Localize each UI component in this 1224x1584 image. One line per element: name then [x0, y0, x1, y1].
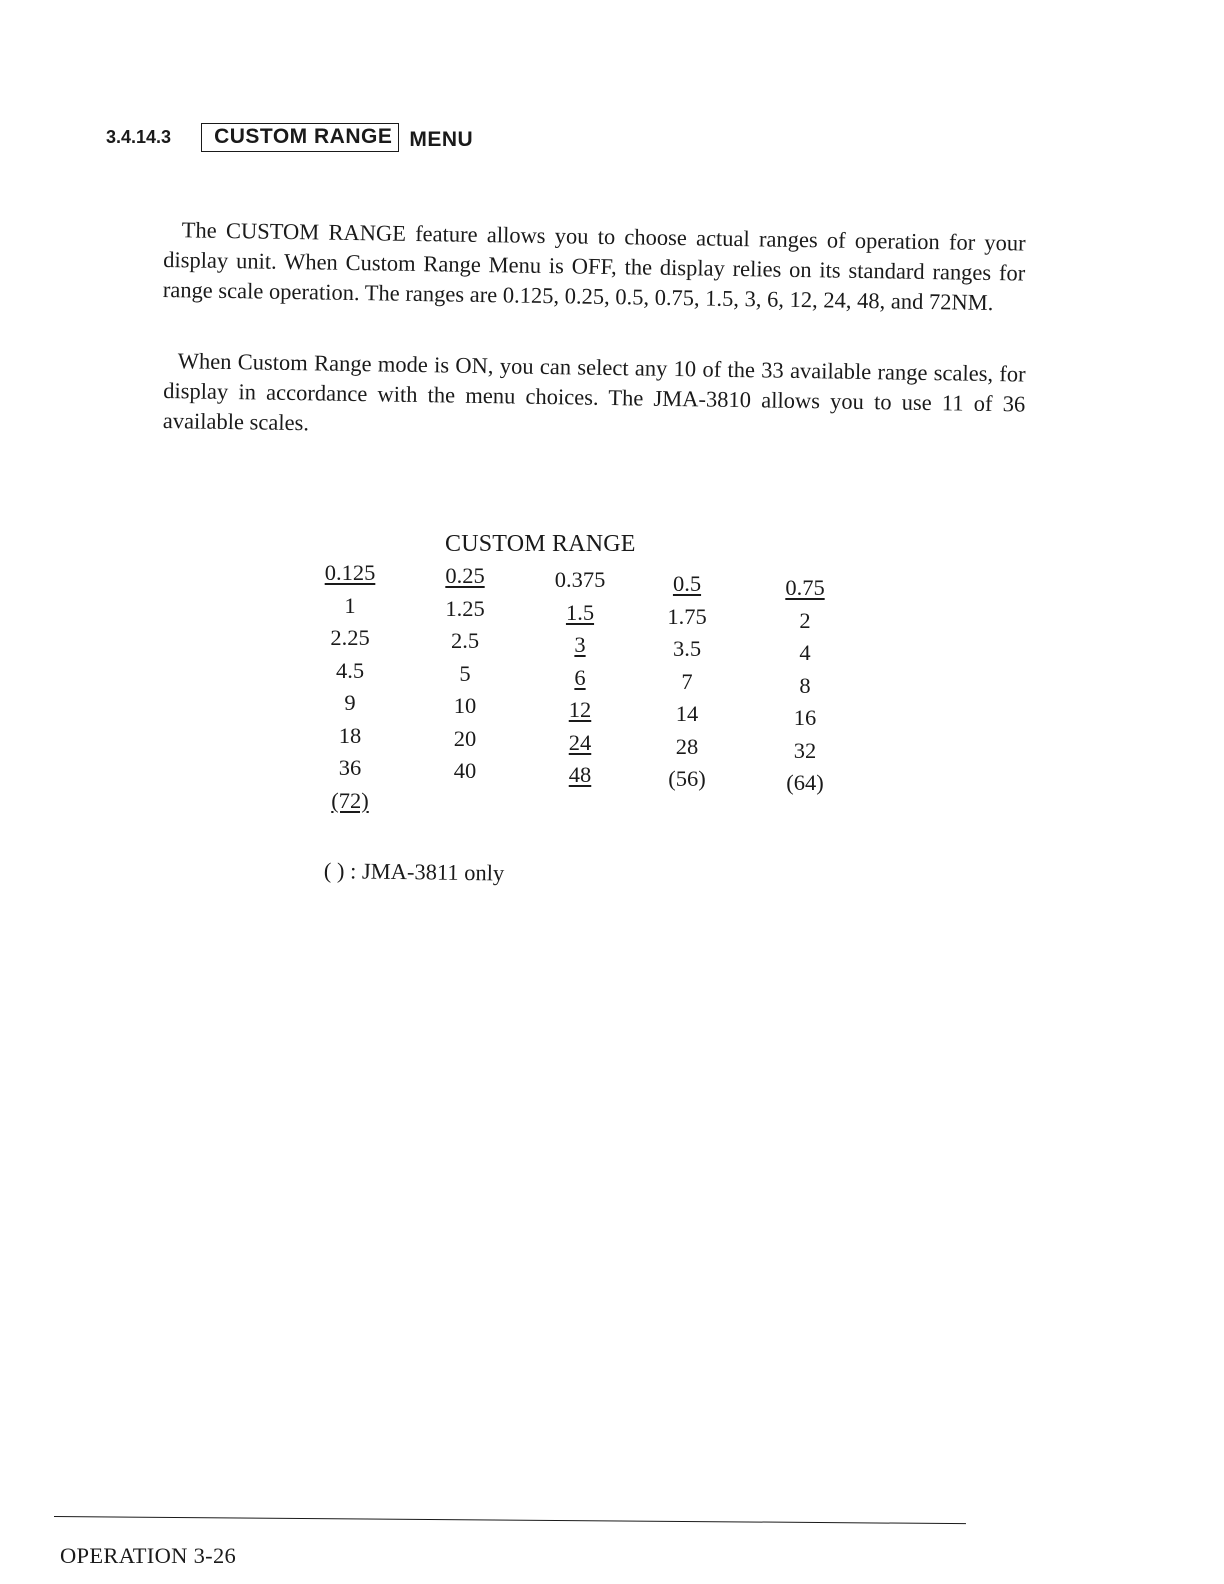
range-value-cell: 4: [799, 640, 811, 665]
range-value-cell: 0.75: [785, 575, 825, 600]
range-value-cell: 1.5: [565, 599, 595, 625]
range-value-cell: 2: [799, 607, 811, 633]
range-value-cell: (64): [786, 770, 824, 795]
range-value-cell: (56): [668, 766, 706, 791]
range-value-cell: 0.125: [324, 560, 376, 585]
range-value-cell: 48: [568, 762, 592, 787]
range-value-cell: 18: [338, 722, 362, 748]
range-value-cell: 2.5: [450, 628, 480, 653]
range-value-cell: 0.5: [672, 571, 702, 596]
range-value-cell: 2.25: [330, 625, 370, 650]
range-value-cell: 0.25: [445, 563, 485, 588]
range-value-cell: 7: [681, 668, 693, 694]
range-value-cell: 1.75: [667, 603, 707, 629]
section-title-suffix: MENU: [409, 128, 474, 151]
range-value-cell: (72): [331, 787, 369, 813]
custom-range-table-title: CUSTOM RANGE: [445, 531, 636, 557]
table-footnote: ( ) : JMA-3811 only: [323, 858, 505, 886]
range-value-cell: 8: [799, 672, 811, 698]
range-value-cell: 16: [793, 705, 817, 730]
range-value-cell: 24: [568, 729, 592, 755]
custom-range-key-label: CUSTOM RANGE: [201, 123, 399, 152]
range-value-cell: 1.25: [445, 595, 485, 621]
range-value-cell: 5: [459, 660, 471, 686]
range-value-cell: 14: [675, 701, 699, 726]
range-value-cell: 3: [574, 632, 586, 657]
custom-mode-paragraph: When Custom Range mode is ON, you can select any 10 of the 33 available range scales, for display in accordance with the menu choices. The JMA-3810 allows you to use 11 of 36 available scales.: [162, 347, 1026, 435]
range-value-cell: 10: [453, 693, 477, 718]
range-value-cell: 12: [568, 697, 592, 722]
range-value-cell: 3.5: [672, 636, 702, 661]
range-value-cell: 36: [338, 755, 362, 780]
intro-paragraph: The CUSTOM RANGE feature allows you to choose actual ranges of operation for your display unit. When Custom Range Menu is OFF, the display relies on its standard ranges for range scale operation. The ranges are 0.125, 0.25, 0.5, 0.75, 1.5, 3, 6, 12, 24, 48, and 72NM.: [162, 216, 1026, 315]
range-value-cell: 20: [453, 725, 477, 751]
section-number: 3.4.14.3: [106, 126, 172, 147]
range-value-cell: 32: [793, 737, 817, 763]
footer-page-label: OPERATION 3-26: [60, 1543, 237, 1568]
range-value-cell: 1: [344, 592, 356, 618]
range-value-cell: 0.375: [554, 567, 606, 592]
range-value-cell: 9: [344, 690, 356, 715]
footer-rule: [54, 1516, 966, 1524]
range-value-cell: 28: [675, 733, 699, 759]
range-value-cell: 6: [574, 664, 586, 690]
range-value-cell: 40: [453, 758, 477, 783]
range-value-cell: 4.5: [335, 657, 365, 683]
